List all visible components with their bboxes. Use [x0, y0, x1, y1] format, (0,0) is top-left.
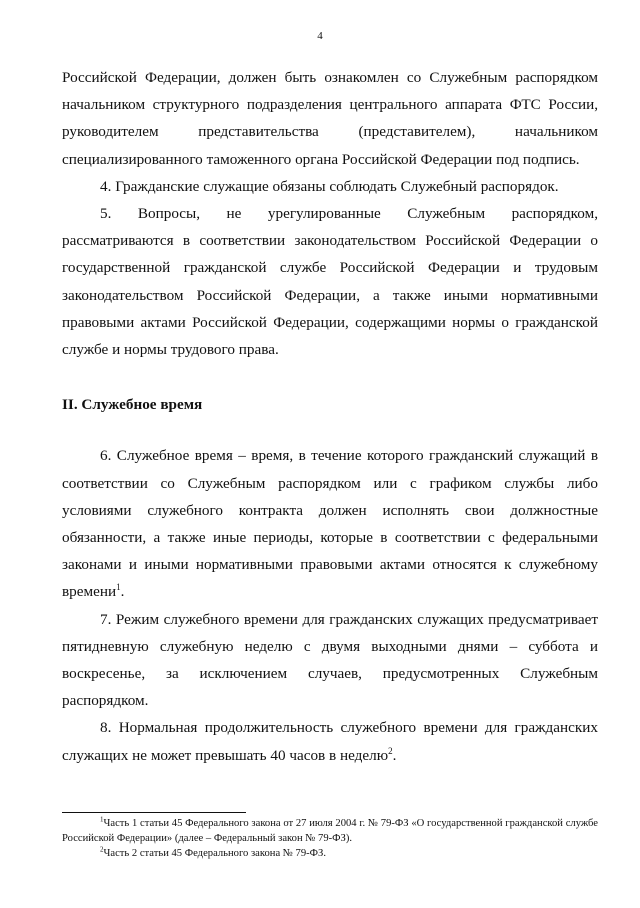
footnote-ref-1[interactable]: 1	[116, 582, 121, 593]
paragraph-8-text: 8. Нормальная продолжительность служебного времени для гражданских служащих не может превышать 40 часов в неделю	[62, 719, 598, 764]
paragraph-5: 5. Вопросы, не урегулированные Служебным распорядком, рассматриваются в соответствии законодательством Российской Федерации о государственной гражданской службе Российской Федерации и трудовым законодательством Российской Федерации, а также иными нормативными правовыми актами Российской Федерации, содержащими нормы о гражданской службе и нормы трудового права.	[62, 205, 598, 359]
footnote-divider	[62, 812, 246, 813]
footnotes	[62, 816, 598, 861]
footnote-text-2: Часть 2 статьи 45 Федерального закона № 79-ФЗ.	[103, 848, 326, 859]
footnote-2	[62, 846, 598, 861]
paragraph-8	[62, 714, 598, 768]
paragraph-8-end: .	[392, 746, 397, 764]
page-number: 4	[317, 30, 323, 42]
document-body	[62, 64, 598, 769]
paragraph-7: 7. Режим служебного времени для гражданских служащих предусматривает пятидневную служебную неделю с двумя выходными днями – суббота и воскресенье, за исключением случаев, предусмотренных Служебным распорядком.	[62, 610, 598, 710]
footnote-1	[62, 816, 598, 846]
footnote-mark-1: 1	[100, 815, 104, 824]
footnote-ref-2[interactable]: 2	[388, 745, 393, 756]
paragraph-6	[62, 442, 598, 605]
footnote-text-1: Часть 1 статьи 45 Федерального закона от 27 июля 2004 г. № 79-ФЗ «О государственной гражданской службе Российской Федерации» (далее – Федеральный закон № 79-ФЗ).	[62, 818, 598, 844]
footnote-mark-2: 2	[100, 845, 104, 854]
paragraph-continuation: Российской Федерации, должен быть ознакомлен со Служебным распорядком начальником структурного подразделения центрального аппарата ФТС России, руководителем представительства (представителем), начальником специализированного таможенного органа Российской Федерации под подпись.	[62, 69, 598, 168]
paragraph-4: 4. Гражданские служащие обязаны соблюдать Служебный распорядок.	[100, 177, 559, 195]
paragraph-6-text: 6. Служебное время – время, в течение которого гражданский служащий в соответствии со Служебным распорядком или с графиком службы либо условиями служебного контракта должен исполнять свои должностные обязанности, а также иные периоды, которые в соответствии с федеральными законами и иными нормативными правовыми актами относятся к служебному времени	[62, 447, 598, 601]
section-heading: II. Служебное время	[62, 396, 203, 414]
paragraph-6-end: .	[120, 583, 125, 601]
